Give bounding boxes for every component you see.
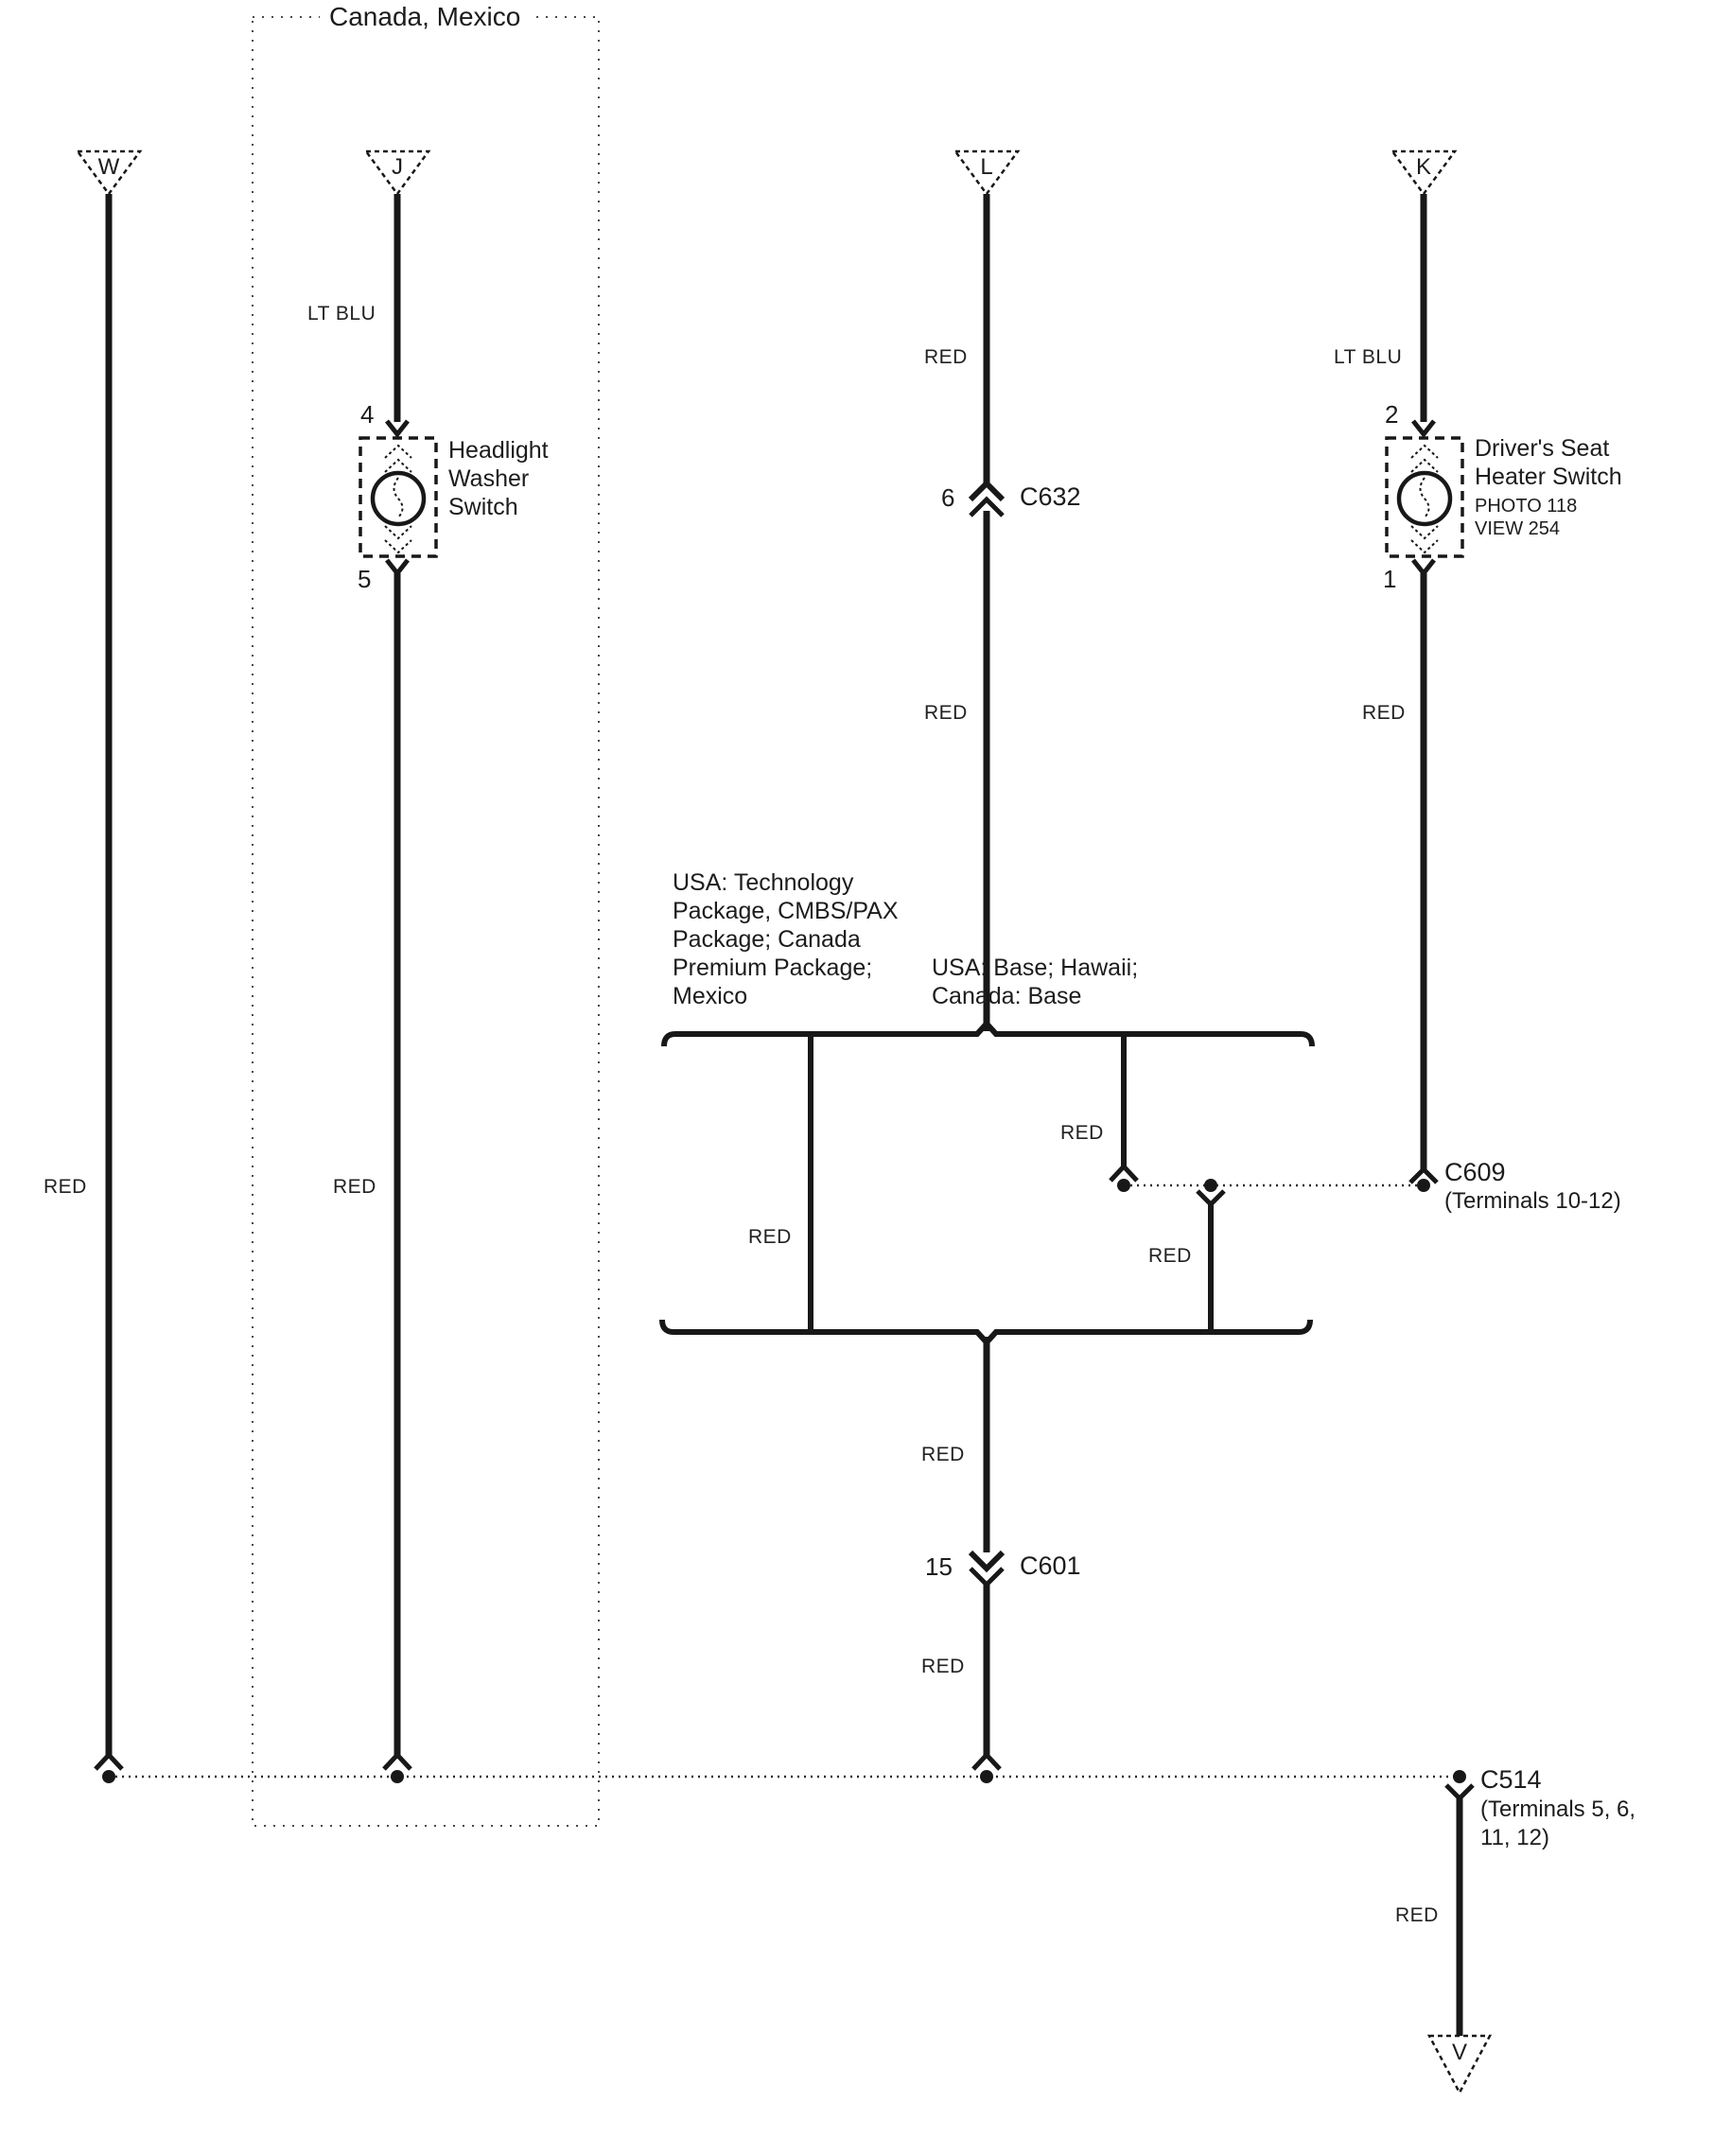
w-wire-end-chevron — [96, 1755, 122, 1769]
wire-color-c514: RED — [1395, 1904, 1439, 1926]
stem-wire-end-chevron — [973, 1755, 1000, 1769]
c601-connector-symbol — [971, 1552, 1003, 1569]
wire-color-stem-lower: RED — [921, 1656, 965, 1677]
c514-start-chevron — [1446, 1785, 1473, 1798]
hws-contact-bottom-1 — [385, 526, 411, 538]
variant-right-line1: USA: Base; Hawaii; — [932, 955, 1139, 981]
dshs-view-ref: VIEW 254 — [1475, 518, 1561, 539]
dshs-pin2-arrow — [1413, 421, 1434, 434]
junction-dot-j — [391, 1770, 404, 1783]
variant-right-line2: Canada: Base — [932, 983, 1082, 1009]
wire-color-branch-upper-right: RED — [1060, 1122, 1104, 1144]
dshs-name-line2: Heater Switch — [1475, 464, 1622, 490]
junction-dot-stem — [980, 1770, 993, 1783]
hws-pin-5: 5 — [358, 565, 372, 593]
dshs-contact-bottom-1 — [1411, 526, 1438, 538]
wire-color-stem-upper: RED — [921, 1444, 965, 1465]
c514-label: C514 — [1480, 1765, 1542, 1794]
c632-label: C632 — [1020, 482, 1081, 511]
junction-dot-c514 — [1453, 1770, 1466, 1783]
wire-color-w: RED — [44, 1176, 87, 1198]
wire-color-branch-lower-right: RED — [1148, 1245, 1192, 1267]
branch-upper-right-end-chevron — [1111, 1166, 1137, 1181]
triangle-letter-v: V — [1451, 2040, 1467, 2065]
junction-dot-c609-right — [1417, 1179, 1430, 1192]
dshs-name-line1: Driver's Seat — [1475, 435, 1610, 462]
variant-left-line2: Package, CMBS/PAX — [673, 898, 899, 924]
hws-name-line3: Switch — [448, 494, 518, 520]
junction-dot-c609-mid — [1204, 1179, 1217, 1192]
c609-label: C609 — [1444, 1158, 1506, 1186]
triangle-letter-j: J — [392, 154, 403, 180]
hws-name-line1: Headlight — [448, 437, 549, 464]
triangle-letter-l: L — [980, 154, 993, 180]
dshs-photo-ref: PHOTO 118 — [1475, 496, 1578, 517]
hws-pin5-arrow — [387, 560, 408, 573]
c609-terminals: (Terminals 10-12) — [1444, 1188, 1621, 1214]
hws-pin-4: 4 — [360, 400, 375, 429]
wire-color-j-bottom: RED — [333, 1176, 376, 1198]
variant-left-line4: Premium Package; — [673, 955, 873, 981]
c514-terminals-line1: (Terminals 5, 6, — [1480, 1797, 1636, 1822]
hws-inner-squiggle — [394, 478, 403, 517]
wire-color-k-top: LT BLU — [1334, 346, 1403, 368]
branch-lower-right-start-chevron — [1198, 1191, 1224, 1204]
hws-pin4-arrow — [387, 421, 408, 434]
dshs-contact-top-1 — [1411, 446, 1438, 458]
dshs-contact-top-2 — [1411, 460, 1438, 472]
hws-contact-bottom-2 — [385, 540, 411, 552]
triangle-letter-w: W — [97, 154, 120, 180]
triangle-letter-k: K — [1415, 154, 1431, 180]
c514-terminals-line2: 11, 12) — [1480, 1825, 1549, 1850]
wire-color-l-top: RED — [924, 346, 968, 368]
wire-color-j-top: LT BLU — [307, 303, 376, 324]
c601-pin: 15 — [925, 1552, 953, 1581]
wire-color-branch-left: RED — [748, 1226, 792, 1248]
c632-pin: 6 — [941, 483, 955, 512]
dshs-pin-2: 2 — [1385, 400, 1399, 429]
variant-bus-top — [664, 1024, 1312, 1046]
wire-color-l-below-c632: RED — [924, 702, 968, 724]
j-wire-end-chevron — [384, 1755, 411, 1769]
dshs-pin-1: 1 — [1383, 565, 1397, 593]
junction-dot-c609-left — [1117, 1179, 1130, 1192]
dshs-inner-squiggle — [1421, 478, 1429, 517]
dshs-contact-bottom-2 — [1411, 540, 1438, 552]
hws-name-line2: Washer — [448, 465, 530, 492]
dshs-pin1-arrow — [1413, 560, 1434, 573]
variant-left-line5: Mexico — [673, 983, 748, 1009]
variant-left-line3: Package; Canada — [673, 926, 861, 953]
hws-contact-top-2 — [385, 460, 411, 472]
region-label: Canada, Mexico — [320, 2, 530, 32]
wire-color-k-below-switch: RED — [1362, 702, 1406, 724]
region-boundary-box — [253, 17, 599, 1826]
variant-left-line1: USA: Technology — [673, 869, 854, 896]
junction-dot-w — [102, 1770, 115, 1783]
hws-contact-top-1 — [385, 446, 411, 458]
c601-label: C601 — [1020, 1551, 1081, 1580]
